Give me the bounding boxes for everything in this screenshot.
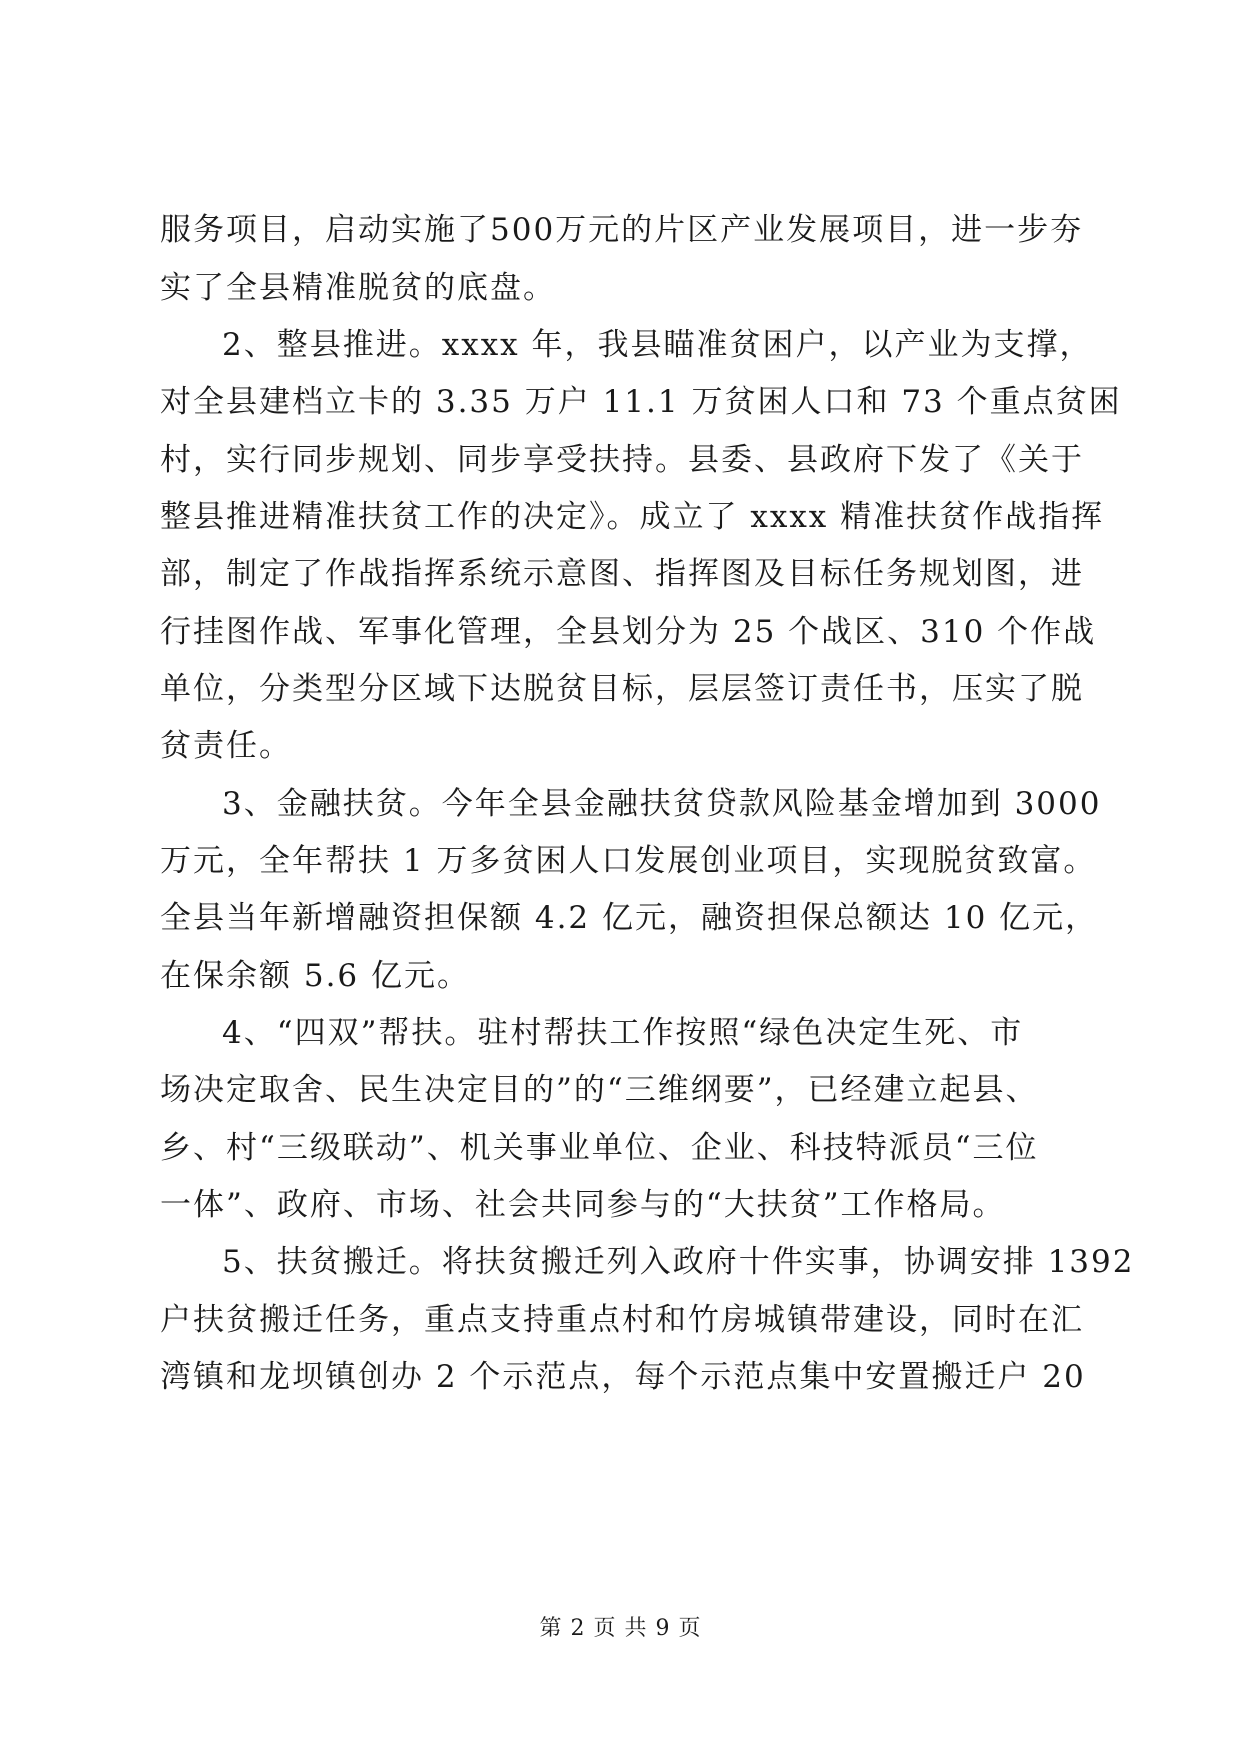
paragraph-5-start: 5、扶贫搬迁。将扶贫搬迁列入政府十件实事，协调安排 1392 — [222, 1244, 1135, 1280]
text-line: 服务项目，启动实施了500万元的片区产业发展项目，进一步夯 — [160, 212, 1084, 248]
paragraph-3-start: 3、金融扶贫。今年全县金融扶贫贷款风险基金增加到 3000 — [222, 786, 1102, 822]
text-line: 单位，分类型分区域下达脱贫目标，层层签订责任书，压实了脱 — [160, 671, 1084, 707]
page-footer: 第 2 页 共 9 页 — [539, 1616, 702, 1641]
text-line: 整县推进精准扶贫工作的决定》。成立了 xxxx 精准扶贫作战指挥 — [160, 499, 1105, 535]
paragraph-2-start: 2、整县推进。xxxx 年，我县瞄准贫困户，以产业为支撑， — [222, 327, 1093, 363]
text-line: 在保余额 5.6 亿元。 — [160, 958, 471, 994]
text-line: 村，实行同步规划、同步享受扶持。县委、县政府下发了《关于 — [160, 442, 1084, 478]
text-line: 万元，全年帮扶 1 万多贫困人口发展创业项目，实现脱贫致富。 — [160, 843, 1097, 879]
text-line: 实了全县精准脱贫的底盘。 — [160, 270, 556, 306]
text-line: 贫责任。 — [160, 728, 292, 764]
text-line: 部，制定了作战指挥系统示意图、指挥图及目标任务规划图，进 — [160, 556, 1084, 592]
text-line: 对全县建档立卡的 3.35 万户 11.1 万贫困人口和 73 个重点贫困 — [160, 384, 1122, 420]
text-line: 一体”、政府、市场、社会共同参与的“大扶贫”工作格局。 — [160, 1187, 1006, 1223]
text-line: 全县当年新增融资担保额 4.2 亿元，融资担保总额达 10 亿元， — [160, 900, 1099, 936]
text-line: 行挂图作战、军事化管理，全县划分为 25 个战区、310 个作战 — [160, 614, 1097, 650]
paragraph-4-start: 4、“四双”帮扶。驻村帮扶工作按照“绿色决定生死、市 — [222, 1015, 1024, 1051]
text-line: 场决定取舍、民生决定目的”的“三维纲要”，已经建立起县、 — [160, 1072, 1039, 1108]
text-line: 湾镇和龙坝镇创办 2 个示范点，每个示范点集中安置搬迁户 20 — [160, 1359, 1086, 1395]
text-line: 乡、村“三级联动”、机关事业单位、企业、科技特派员“三位 — [160, 1130, 1039, 1166]
text-line: 户扶贫搬迁任务，重点支持重点村和竹房城镇带建设，同时在汇 — [160, 1302, 1084, 1338]
